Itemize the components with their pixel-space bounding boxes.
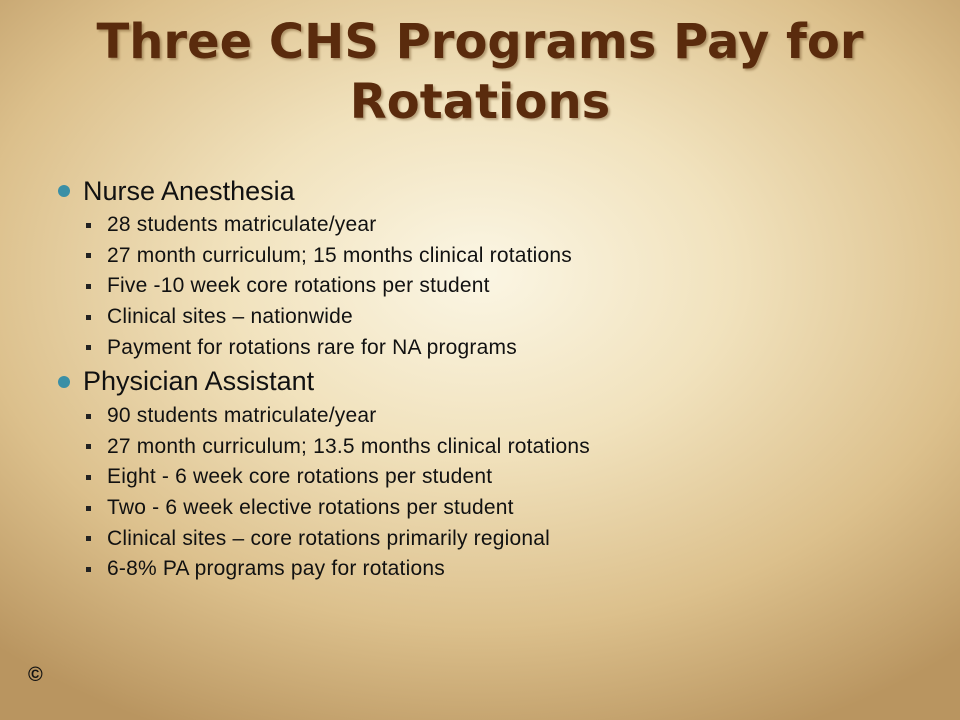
sub-bullet-item (58, 241, 928, 272)
slide-title (40, 12, 920, 132)
bullet-list (58, 172, 928, 585)
square-bullet-icon (86, 414, 91, 419)
square-bullet-icon (86, 536, 91, 541)
sub-bullet-list (58, 401, 928, 585)
sub-bullet-text: 90 students matriculate/year (107, 404, 377, 428)
square-bullet-icon (86, 223, 91, 228)
bullet-nurse-anesthesia (58, 172, 928, 210)
sub-bullet-item (58, 302, 928, 333)
round-bullet-icon (58, 185, 70, 197)
sub-bullet-text: Clinical sites – core rotations primarily regional (107, 526, 551, 550)
square-bullet-icon (86, 315, 91, 320)
square-bullet-icon (86, 284, 91, 289)
sub-bullet-text: Payment for rotations rare for NA programs (107, 335, 517, 359)
sub-bullet-text: Clinical sites – nationwide (107, 305, 353, 329)
bullet-heading: Nurse Anesthesia (83, 175, 295, 206)
sub-bullet-item (58, 493, 928, 524)
sub-bullet-text: Five -10 week core rotations per student (107, 274, 490, 298)
sub-bullet-text: Eight - 6 week core rotations per student (107, 465, 493, 489)
sub-bullet-text: 27 month curriculum; 13.5 months clinical rotations (107, 434, 590, 458)
bullet-physician-assistant (58, 363, 928, 401)
sub-bullet-text: Two - 6 week elective rotations per student (107, 496, 514, 520)
copyright-symbol: © (28, 664, 43, 686)
round-bullet-icon (58, 376, 70, 388)
square-bullet-icon (86, 253, 91, 258)
square-bullet-icon (86, 475, 91, 480)
slide-title-line-1: Three CHS Programs Pay for (96, 14, 864, 70)
sub-bullet-item (58, 332, 928, 363)
sub-bullet-item (58, 554, 928, 585)
sub-bullet-text: 27 month curriculum; 15 months clinical rotations (107, 243, 573, 267)
slide-title-line-2: Rotations (349, 74, 611, 130)
sub-bullet-item (58, 210, 928, 241)
bullet-heading: Physician Assistant (83, 366, 315, 397)
square-bullet-icon (86, 345, 91, 350)
sub-bullet-item (58, 523, 928, 554)
sub-bullet-list (58, 210, 928, 363)
sub-bullet-text: 6-8% PA programs pay for rotations (107, 557, 445, 581)
square-bullet-icon (86, 444, 91, 449)
square-bullet-icon (86, 567, 91, 572)
sub-bullet-item (58, 462, 928, 493)
sub-bullet-item (58, 432, 928, 463)
square-bullet-icon (86, 506, 91, 511)
sub-bullet-item (58, 271, 928, 302)
sub-bullet-text: 28 students matriculate/year (107, 213, 377, 237)
sub-bullet-item (58, 401, 928, 432)
